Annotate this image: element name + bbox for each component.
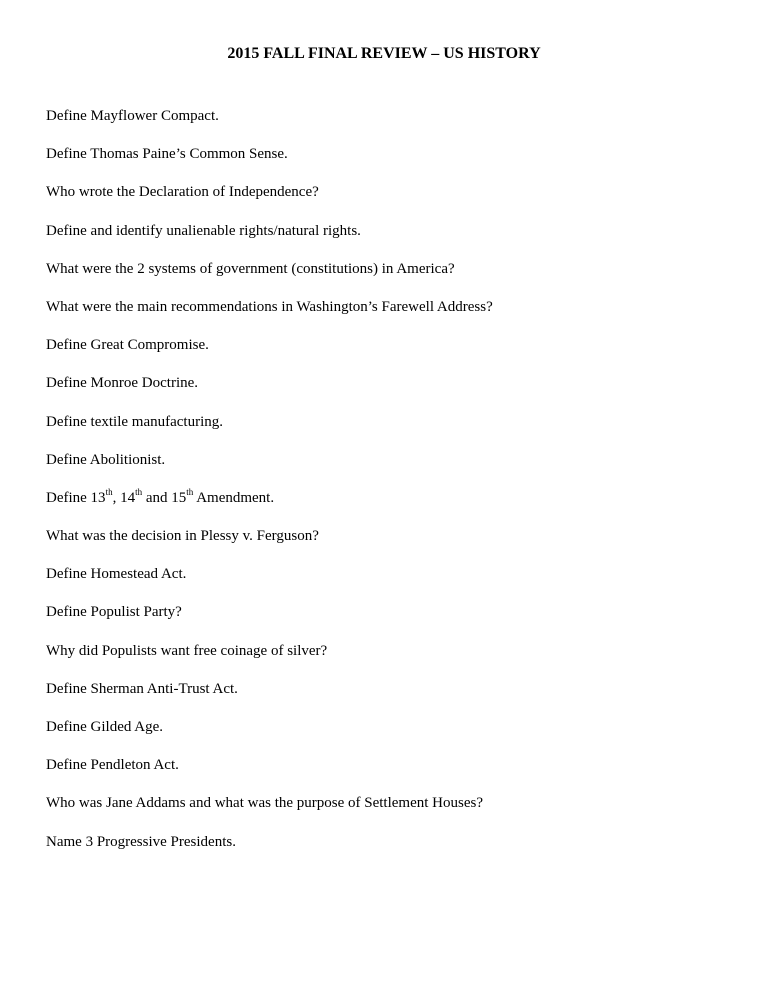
- question-item-amendments: [46, 486, 493, 508]
- question-item: What was the decision in Plessy v. Ferguson?: [46, 528, 319, 545]
- page-title: 2015 FALL FINAL REVIEW – US HISTORY: [227, 45, 541, 62]
- question-item: Define Abolitionist.: [46, 451, 166, 468]
- question-item: Define Gilded Age.: [46, 719, 164, 735]
- question-item: Name 3 Progressive Presidents.: [46, 833, 236, 850]
- question-item: Define Thomas Paine’s Common Sense.: [46, 146, 288, 163]
- question-item: Define Sherman Anti-Trust Act.: [46, 680, 238, 697]
- question-item: Define Monroe Doctrine.: [46, 375, 199, 392]
- amendment-text: Define 13: [46, 489, 106, 506]
- question-item: Define Great Compromise.: [46, 337, 209, 354]
- amendment-text: and 15: [142, 489, 187, 506]
- question-item: Define and identify unalienable rights/natural rights.: [46, 222, 361, 239]
- amendment-text: , 14: [112, 489, 136, 506]
- question-item: Define Pendleton Act.: [46, 757, 179, 774]
- question-item: Define Populist Party?: [46, 604, 182, 621]
- question-item: Who wrote the Declaration of Independence?: [46, 184, 319, 201]
- question-item: What were the 2 systems of government (constitutions) in America?: [46, 260, 455, 277]
- amendment-text: Amendment.: [193, 489, 275, 506]
- question-item: Who was Jane Addams and what was the purpose of Settlement Houses?: [46, 795, 483, 812]
- ordinal-suffix: th: [135, 486, 143, 497]
- ordinal-suffix: th: [186, 486, 194, 497]
- question-item: Define Homestead Act.: [46, 566, 187, 583]
- question-list: [46, 107, 493, 871]
- question-item: What were the main recommendations in Washington’s Farewell Address?: [46, 298, 493, 315]
- question-item: Define textile manufacturing.: [46, 413, 224, 430]
- question-item: Why did Populists want free coinage of silver?: [46, 642, 328, 659]
- ordinal-suffix: th: [105, 486, 113, 497]
- question-item: Define Mayflower Compact.: [46, 108, 219, 124]
